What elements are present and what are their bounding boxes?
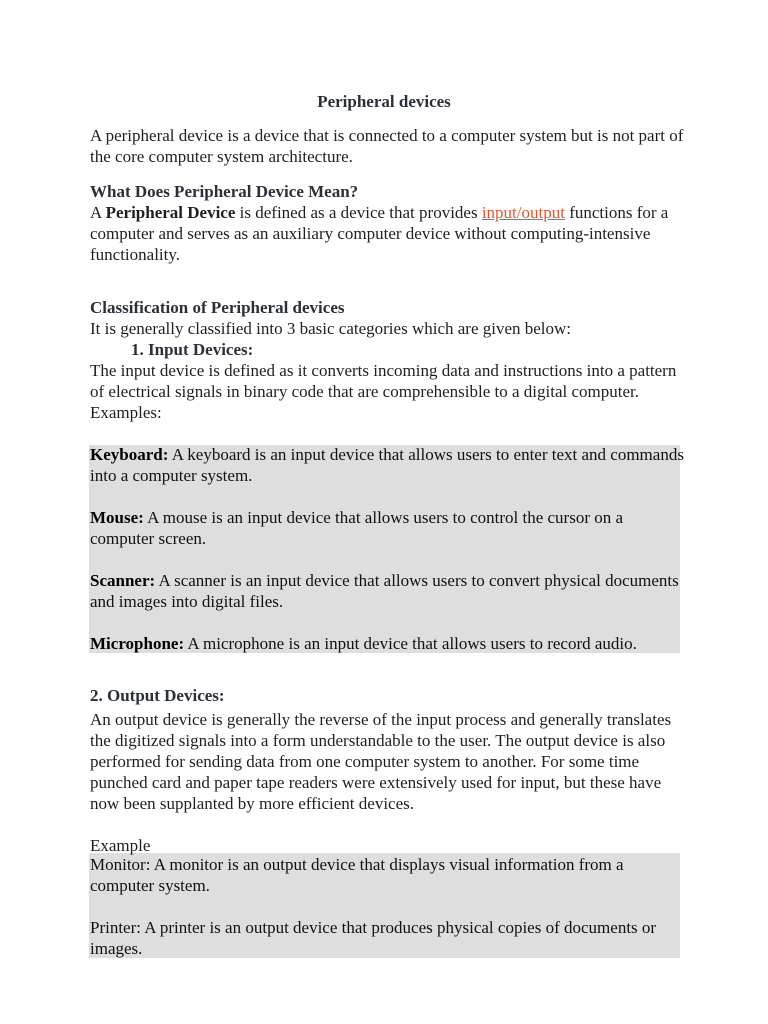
output-devices-heading: 2. Output Devices: — [90, 686, 225, 705]
input-output-link[interactable]: input/output — [481, 203, 565, 222]
classification-paragraph: It is generally classified into 3 basic categories which are given below: — [90, 319, 572, 338]
output-example-label: Example — [90, 836, 151, 855]
list-item: Microphone: A microphone is an input device that allows users to record audio. — [90, 634, 637, 653]
page-title: Peripheral devices — [317, 92, 451, 111]
classification-heading: Classification of Peripheral devices — [90, 298, 345, 317]
list-item: Mouse: A mouse is an input device that allows users to control the cursor on a computer screen. — [90, 508, 624, 548]
definition-section — [90, 181, 690, 265]
intro-paragraph: A peripheral device is a device that is connected to a computer system but is not part of the core computer system architecture. — [90, 126, 684, 166]
output-examples-list — [90, 854, 690, 959]
input-devices-paragraph: The input device is defined as it converts incoming data and instructions into a pattern of electrical signals in binary code that are comprehensible to a digital computer. — [90, 361, 677, 401]
list-item: Printer: A printer is an output device that produces physical copies of documents or images. — [90, 918, 657, 958]
input-devices-heading: 1. Input Devices: — [131, 340, 254, 359]
input-examples-label: Examples: — [90, 403, 162, 422]
list-item: Scanner: A scanner is an input device that allows users to convert physical documents and images into digital files. — [90, 571, 679, 611]
output-section — [90, 685, 690, 856]
definition-term: Peripheral Device — [105, 203, 236, 222]
output-devices-paragraph: An output device is generally the reverse of the input process and generally translates the digitized signals into a form understandable to the user. The output device is also performed for sending data from one computer system to another. For some time punched card and paper tape readers were extensively used for input, but these have now been supplanted by more efficient devices. — [90, 710, 672, 813]
classification-section — [90, 297, 690, 423]
list-item: Monitor: A monitor is an output device that displays visual information from a computer system. — [90, 855, 624, 895]
definition-heading: What Does Peripheral Device Mean? — [90, 182, 359, 201]
input-examples-list — [90, 444, 690, 654]
definition-paragraph: A Peripheral Device is defined as a device that provides input/output functions for a computer and serves as an auxiliary computer device without computing-intensive functionality. — [90, 203, 669, 264]
list-item: Keyboard: A keyboard is an input device that allows users to enter text and commands into a computer system. — [90, 445, 684, 485]
